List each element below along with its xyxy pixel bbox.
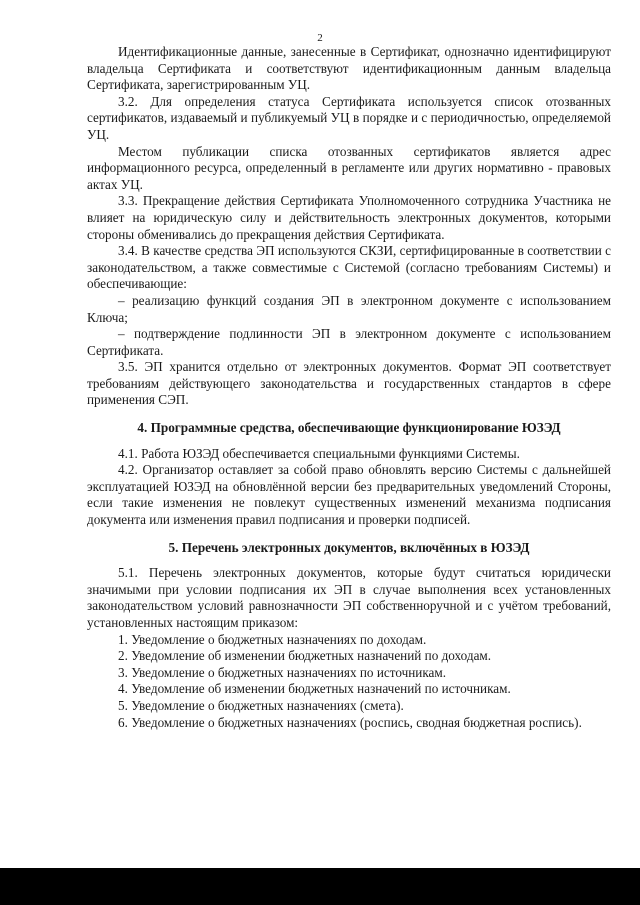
paragraph-3-3: 3.3. Прекращение действия Сертификата Уполномоченного сотрудника Участника не влияет на юридическую силу и действительность электронных документов, которыми стороны обменивались до прекращения действия Сертификата. xyxy=(87,193,611,242)
list-item: 5. Уведомление о бюджетных назначениях (смета). xyxy=(118,697,404,713)
paragraph-4-2: 4.2. Организатор оставляет за собой право обновлять версию Системы с дальнейшей эксплуатацией ЮЗЭД на обновлённой версии без предварительных уведомлений Стороны, если такие изменения не повлекут существенных изменений механизма подписания документа или изменения правил подписания и проверки подписей. xyxy=(87,462,611,528)
list-item: 6. Уведомление о бюджетных назначениях (роспись, сводная бюджетная роспись). xyxy=(118,714,582,730)
paragraph-3-5: 3.5. ЭП хранится отдельно от электронных документов. Формат ЭП соответствует требованиям действующего законодательства и государственных стандартов в сфере применения СЭП. xyxy=(87,359,611,408)
paragraph-publication-place: Местом публикации списка отозванных сертификатов является адрес информационного ресурса, определенный в регламенте или других нормативно - правовых актах УЦ. xyxy=(87,143,611,192)
paragraph-dash-2: – подтверждение подлинности ЭП в электронном документе с использованием Сертификата. xyxy=(87,326,611,358)
scan-bottom-border xyxy=(0,868,640,905)
list-item: 1. Уведомление о бюджетных назначениях по доходам. xyxy=(118,631,427,647)
document-body xyxy=(87,44,611,731)
paragraph-5-1: 5.1. Перечень электронных документов, которые будут считаться юридически значимыми при условии подписания их ЭП в случае выполнения всех установленных законодательством условий равнозначности ЭП собственноручной и с учётом требований, установленных настоящим приказом: xyxy=(87,565,611,630)
list-item: 2. Уведомление об изменении бюджетных назначений по доходам. xyxy=(118,648,492,664)
list-item: 4. Уведомление об изменении бюджетных назначений по источникам. xyxy=(118,681,511,697)
page-number: 2 xyxy=(317,32,323,44)
paragraph-4-1: 4.1. Работа ЮЗЭД обеспечивается специальными функциями Системы. xyxy=(118,445,520,461)
document-list xyxy=(87,632,611,732)
paragraph-3-4: 3.4. В качестве средства ЭП используются СКЗИ, сертифицированные в соответствии с законодательством, а также совместимые с Системой (согласно требованиям Системы) и обеспечивающие: xyxy=(87,243,611,292)
paragraph-3-2: 3.2. Для определения статуса Сертификата используется список отозванных сертификатов, издаваемый и публикуемый УЦ в порядке и с периодичностью, определяемой УЦ. xyxy=(87,93,611,142)
paragraph-dash-1: – реализацию функций создания ЭП в электронном документе с использованием Ключа; xyxy=(87,292,611,325)
section-heading-4: 4. Программные средства, обеспечивающие функционирование ЮЗЭД xyxy=(137,420,561,436)
section-heading-5: 5. Перечень электронных документов, включённых в ЮЗЭД xyxy=(168,539,530,555)
paragraph-identification: Идентификационные данные, занесенные в Сертификат, однозначно идентифицируют владельца Сертификата и соответствуют идентификационным данным владельца Сертификата, зарегистрированным УЦ. xyxy=(87,44,611,93)
list-item: 3. Уведомление о бюджетных назначениях по источникам. xyxy=(118,664,447,680)
